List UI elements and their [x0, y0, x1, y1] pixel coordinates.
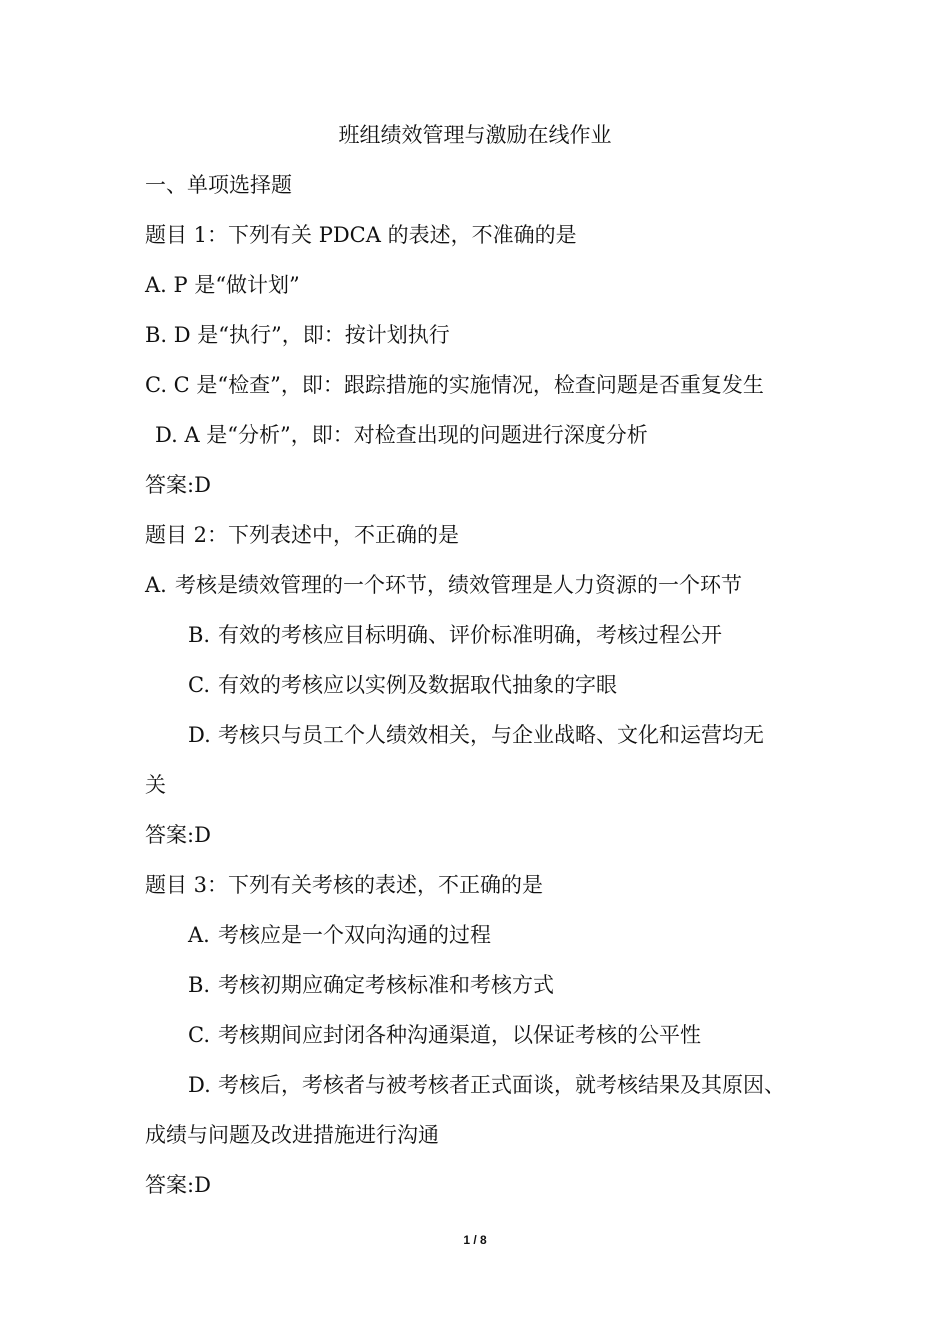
question-3-answer: 答案:D [145, 1173, 211, 1197]
option-letter: C. [188, 1023, 210, 1047]
option-letter: A. [145, 573, 167, 597]
question-2-answer: 答案:D [145, 823, 211, 847]
option-text: 考核是绩效管理的一个环节，绩效管理是人力资源的一个环节 [175, 573, 742, 597]
question-1-option-b: B. D 是“执行”，即：按计划执行 [145, 323, 450, 347]
question-3-option-d [188, 1071, 785, 1099]
option-text: 有效的考核应以实例及数据取代抽象的字眼 [218, 673, 617, 697]
page-indicator: 1 / 8 [463, 1233, 487, 1247]
question-3-option-a [188, 921, 491, 949]
option-text: 考核初期应确定考核标准和考核方式 [218, 973, 554, 997]
option-text: 考核后，考核者与被考核者正式面谈，就考核结果及其原因、 [218, 1073, 785, 1097]
question-2-stem: 题目 2：下列表述中，不正确的是 [145, 523, 460, 547]
question-3-option-c [188, 1021, 701, 1049]
option-text: 考核应是一个双向沟通的过程 [218, 923, 491, 947]
option-text: 有效的考核应目标明确、评价标准明确，考核过程公开 [218, 623, 722, 647]
section-heading: 一、单项选择题 [145, 173, 292, 197]
option-letter: D. [188, 723, 211, 747]
question-3-option-b [188, 971, 554, 999]
option-letter: B. [188, 623, 211, 647]
question-2-option-c [188, 671, 617, 699]
option-letter: C. [188, 673, 210, 697]
question-1-answer: 答案:D [145, 473, 211, 497]
question-3-option-d-continuation: 成绩与问题及改进措施进行沟通 [145, 1123, 439, 1147]
option-text: 考核期间应封闭各种沟通渠道，以保证考核的公平性 [218, 1023, 701, 1047]
option-letter: B. [188, 973, 211, 997]
question-2-option-d-continuation: 关 [145, 773, 166, 797]
question-1-option-a: A. P 是“做计划” [145, 273, 300, 297]
option-letter: D. [188, 1073, 211, 1097]
question-2-option-d [188, 721, 764, 749]
question-3-stem: 题目 3：下列有关考核的表述，不正确的是 [145, 873, 544, 897]
question-2-option-a [145, 571, 742, 599]
question-1-option-d: D. A 是“分析”，即：对检查出现的问题进行深度分析 [155, 423, 648, 447]
option-text: 考核只与员工个人绩效相关，与企业战略、文化和运营均无 [218, 723, 764, 747]
question-1-option-c: C. C 是“检查”，即：跟踪措施的实施情况，检查问题是否重复发生 [145, 373, 764, 397]
document-title: 班组绩效管理与激励在线作业 [338, 123, 612, 147]
option-letter: A. [188, 923, 210, 947]
question-1-stem: 题目 1：下列有关 PDCA 的表述，不准确的是 [145, 223, 577, 247]
question-2-option-b [188, 621, 722, 649]
